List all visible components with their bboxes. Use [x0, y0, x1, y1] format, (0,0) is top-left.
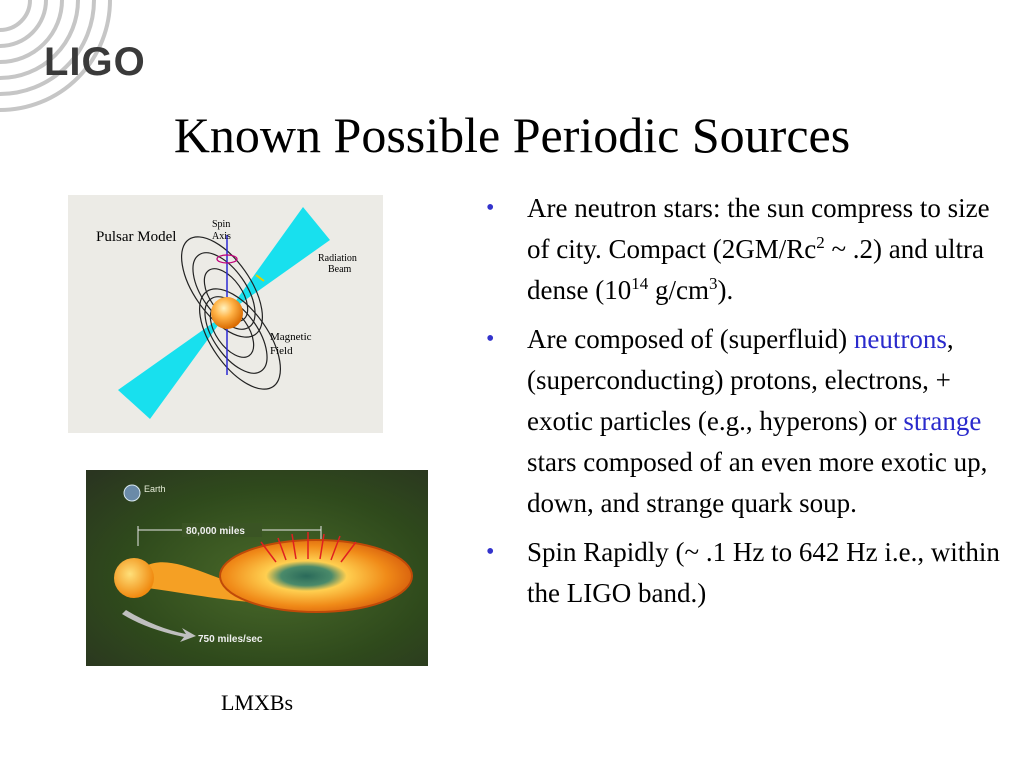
spin-label: Spin: [212, 219, 231, 230]
bullet-composition: [486, 319, 1006, 524]
field-label: Field: [270, 345, 293, 357]
superscript: 3: [708, 274, 718, 293]
earth-label: Earth: [144, 484, 166, 494]
lmxb-figure: [86, 470, 428, 666]
lmxb-illustration: [86, 470, 428, 666]
text: ).: [717, 275, 734, 305]
pulsar-diagram: [68, 195, 383, 433]
bullet-neutron-stars: [486, 188, 1006, 311]
axis-label: Axis: [212, 231, 231, 242]
earth-dot: [124, 485, 140, 501]
radiation-beam-lower: [118, 313, 227, 419]
superscript: 14: [631, 274, 649, 293]
pulsar-model-figure: [68, 195, 383, 433]
text: stars composed of an even more exotic up, down, and strange quark soup.: [527, 447, 988, 518]
text: Are neutron stars: the sun compress to size of city. Compact (2GM/Rc: [527, 193, 990, 264]
bullet-list: [486, 188, 1006, 622]
text: , (superconducting) protons, electrons, + exotic particles (e.g., hyperons) or: [527, 324, 954, 436]
beam-label: Beam: [328, 264, 352, 275]
bullet-marker: •: [486, 195, 495, 221]
magnetic-label: Magnetic: [270, 331, 312, 343]
distance-label: 80,000 miles: [186, 526, 245, 537]
slide-title: Known Possible Periodic Sources: [173, 107, 851, 163]
neutrons-highlight: neutrons: [853, 324, 947, 354]
superscript: 2: [816, 233, 825, 252]
speed-label: 750 miles/sec: [198, 634, 263, 645]
text: g/cm: [648, 275, 709, 305]
bullet-marker: •: [486, 539, 495, 565]
text: Are composed of (superfluid): [527, 324, 854, 354]
pulsar-model-label: Pulsar Model: [96, 229, 177, 245]
companion-star: [114, 558, 154, 598]
radiation-label: Radiation: [318, 253, 357, 264]
bullet-spin-rate: [486, 532, 1006, 614]
text: ~ .2) and ultra dense (10: [527, 234, 985, 305]
neutron-star: [211, 297, 243, 329]
ligo-logo-text: LIGO: [44, 40, 146, 84]
bullet-marker: •: [486, 326, 495, 352]
strange-highlight: strange: [903, 406, 982, 436]
text: Spin Rapidly (~ .1 Hz to 642 Hz i.e., within the LIGO band.): [527, 537, 1000, 608]
lmxb-caption: LMXBs: [220, 690, 294, 715]
radiation-beam-upper: [227, 207, 330, 313]
